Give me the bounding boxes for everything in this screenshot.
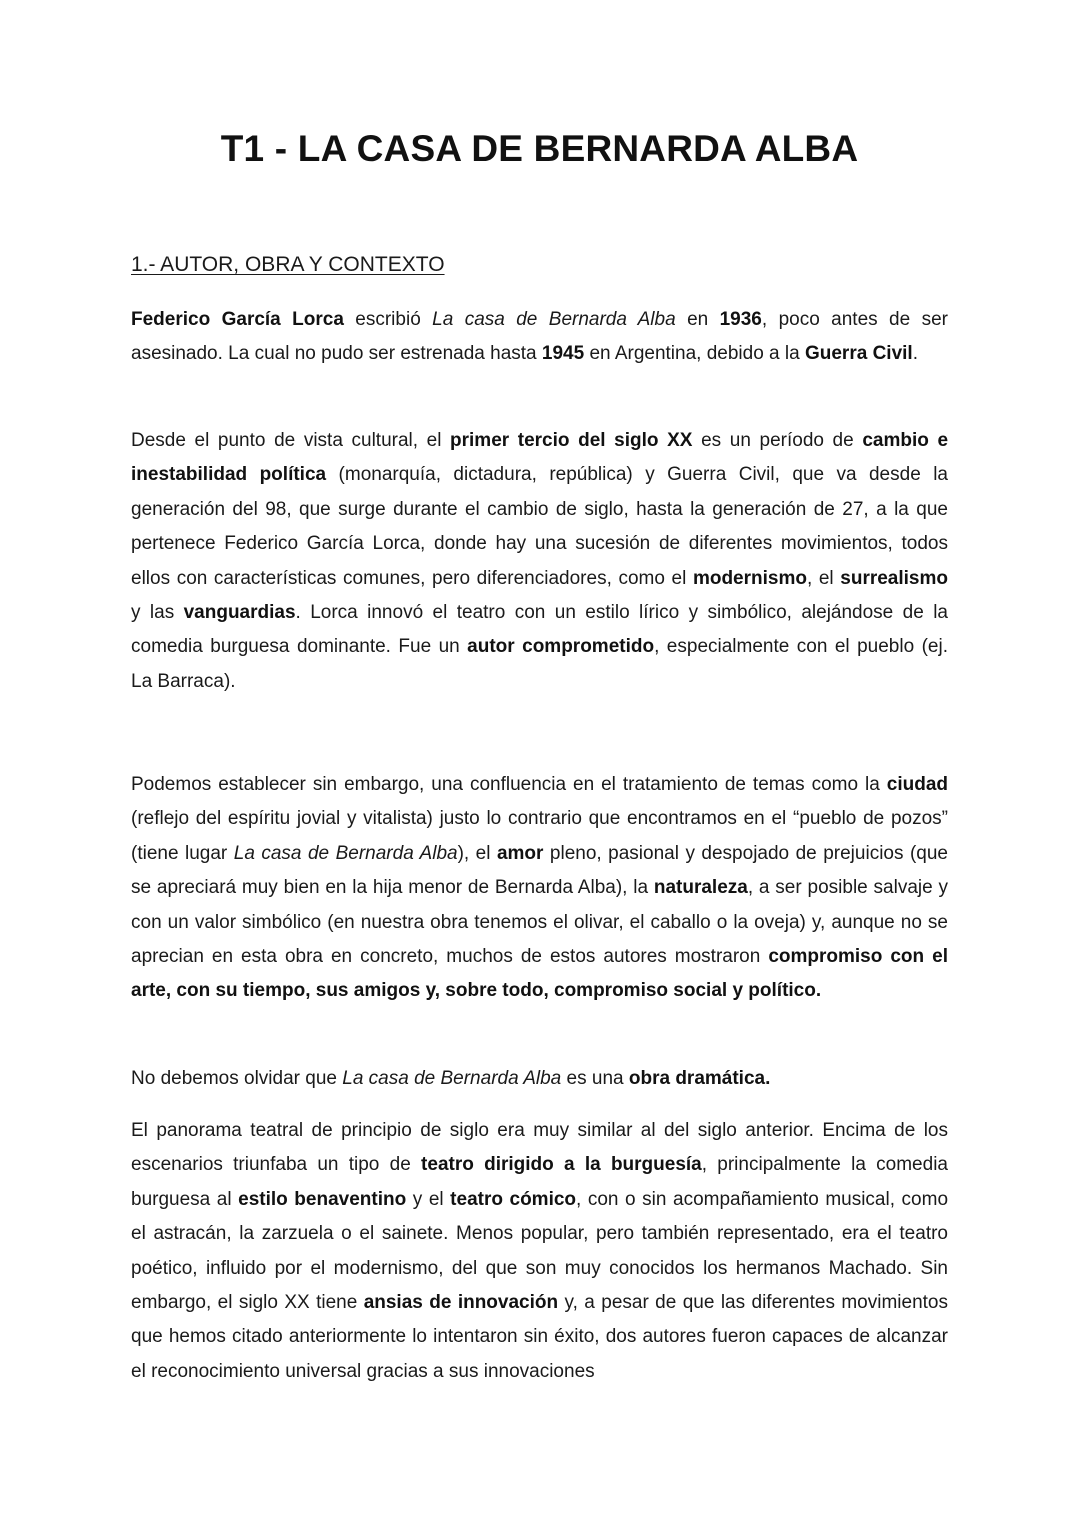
bold-text: estilo benaventino	[238, 1188, 407, 1210]
text-run: y, a pesar de que las diferentes movimientos que hemos citado anteriormente lo intentaron sin éxito, dos autores fueron capaces de alcanzar el reconocimiento universal gracias a sus innovaciones	[131, 1292, 948, 1382]
section-heading: 1.- AUTOR, OBRA Y CONTEXTO	[131, 253, 445, 276]
text-run: , a ser posible salvaje y con un valor simbólico (en nuestra obra tenemos el olivar, el caballo o la oveja) y, aunque no se aprecian en esta obra en concreto, muchos de estos autores mostraron	[131, 877, 948, 968]
bold-text: Guerra Civil	[804, 343, 913, 365]
text-run: (reflejo del espíritu jovial y vitalista) justo lo contrario que encontramos en el “pueblo de pozos” (tiene lugar	[131, 808, 948, 864]
bold-text: ciudad	[886, 774, 948, 795]
text-run: El panorama teatral de principio de siglo era muy similar al del siglo anterior. Encima de los escenarios triunfaba un tipo de	[131, 1120, 948, 1176]
bold-text: 1936	[719, 309, 762, 330]
text-run: es un período de	[692, 430, 863, 451]
bold-text: modernismo	[692, 567, 807, 589]
text-run: Desde el punto de vista cultural, el	[131, 430, 451, 451]
bold-text: vanguardias	[183, 602, 296, 624]
text-run: , especialmente con el pueblo (ej. La Barraca).	[131, 636, 948, 692]
paragraph-theatre-panorama	[131, 1114, 948, 1389]
bold-text: teatro dirigido a la burguesía	[421, 1154, 702, 1176]
text-run: , poco antes de ser asesinado. La cual no pudo ser estrenada hasta	[131, 309, 948, 365]
text-run: pleno, pasional y despojado de prejuicios (que se apreciará muy bien en la hija menor de Bernarda Alba), la	[131, 842, 948, 899]
paragraph-cultural-context	[131, 424, 948, 699]
text-run: en	[675, 309, 720, 330]
text-run: ), el	[457, 842, 497, 864]
bold-text: obra dramática.	[628, 1068, 771, 1089]
bold-text: surrealismo	[840, 567, 948, 589]
bold-text: amor	[496, 842, 544, 864]
italic-text: La casa de Bernarda Alba	[342, 1068, 562, 1089]
text-run: en Argentina, debido a la	[584, 343, 805, 365]
text-run: , el	[806, 567, 841, 589]
bold-text: teatro cómico	[450, 1188, 577, 1210]
text-run: Podemos establecer sin embargo, una confluencia en el tratamiento de temas como la	[131, 774, 887, 795]
text-run: . Lorca innovó el teatro con un estilo lírico y simbólico, alejándose de la comedia burguesa dominante. Fue un	[131, 602, 948, 658]
italic-text: La casa de Bernarda Alba	[432, 309, 676, 330]
text-run: , con o sin acompañamiento musical, como el astracán, la zarzuela o el sainete. Menos popular, pero también representado, era el teatro poético, influido por el modernismo, del que son muy conocidos los hermanos Machado. Sin embargo, el siglo XX tiene	[131, 1188, 949, 1314]
bold-text: Federico García Lorca	[131, 309, 344, 330]
text-run: es una	[561, 1068, 629, 1089]
bold-text: cambio e inestabilidad política	[131, 430, 949, 486]
text-run: , principalmente la comedia burguesa al	[131, 1154, 948, 1210]
text-run: (monarquía, dictadura, república) y Guerra Civil, que va desde la generación del 98, que surge durante el cambio de siglo, hasta la generación de 27, a la que pertenece Federico García Lorca, donde hay una sucesión de diferentes movimientos, todos ellos con características comunes, pero diferenciadores, como el	[131, 464, 948, 589]
text-run: y el	[406, 1188, 451, 1210]
paragraph-author-work	[131, 303, 948, 372]
bold-text: 1945	[541, 343, 585, 365]
text-run: y las	[131, 602, 184, 624]
page-title: T1 - LA CASA DE BERNARDA ALBA	[220, 128, 859, 169]
text-run: .	[912, 343, 918, 365]
italic-text: La casa de Bernarda Alba	[233, 842, 458, 864]
bold-text: ansias de innovación	[363, 1292, 559, 1314]
bold-text: autor comprometido	[467, 636, 655, 658]
bold-text: naturaleza	[653, 877, 748, 899]
bold-text: primer tercio del siglo XX	[450, 430, 693, 451]
text-run: No debemos olvidar que	[131, 1068, 343, 1089]
bold-text: compromiso con el arte, con su tiempo, sus amigos y, sobre todo, compromiso social y político.	[131, 946, 948, 1002]
paragraph-dramatic-work	[131, 1062, 948, 1096]
text-run: escribió	[343, 309, 433, 330]
paragraph-themes	[131, 768, 948, 1009]
